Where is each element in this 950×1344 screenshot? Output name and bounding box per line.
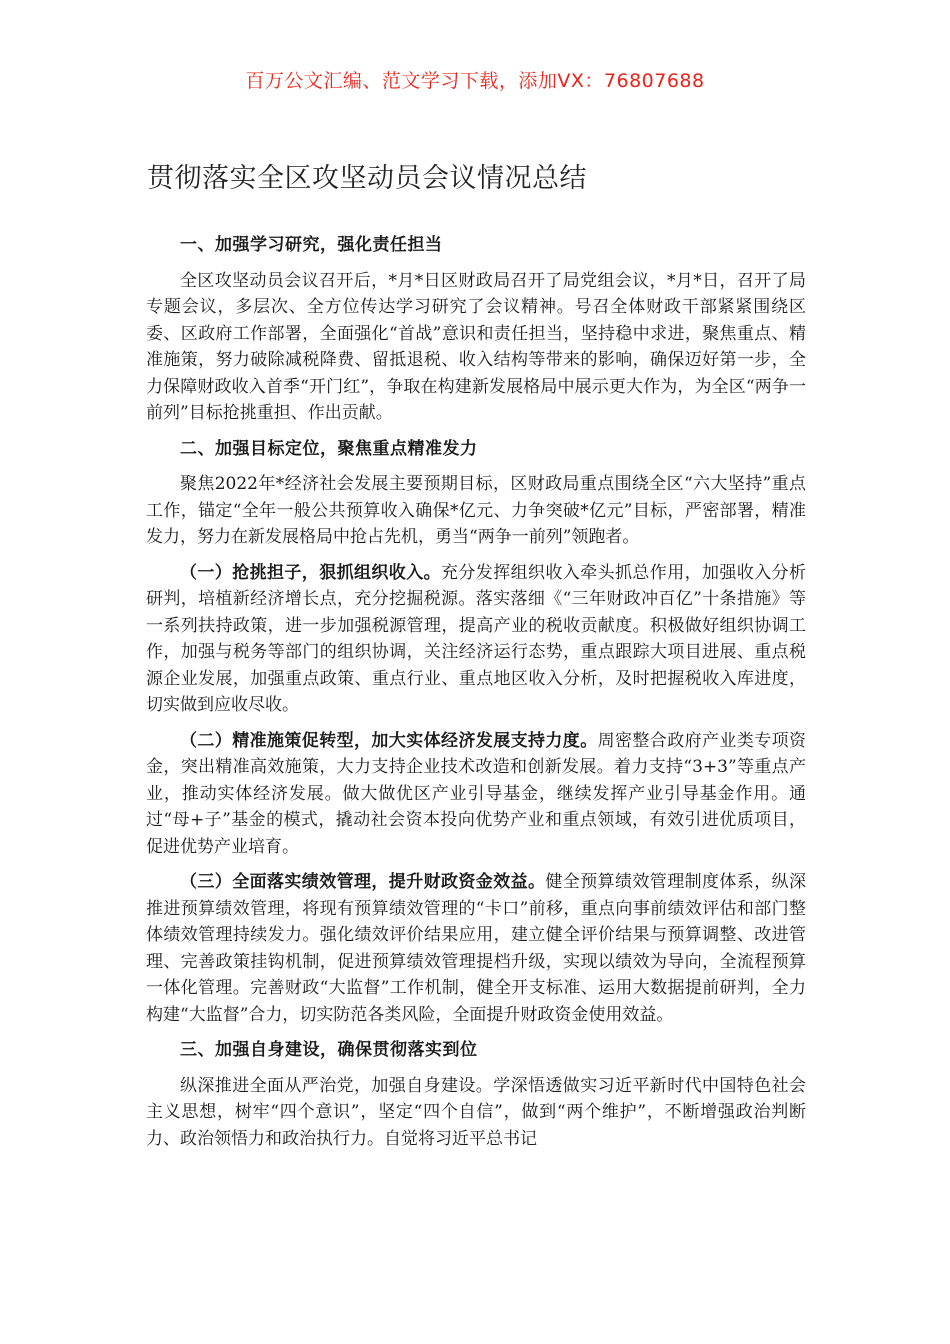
item-2-text: 周密整合政府产业类专项资金，突出精准高效施策，大力支持企业技术改造和创新发展。着力支持“3+3”等重点产业，推动实体经济发展。做大做优区产业引导基金，继续发挥产业引导基金作用。通过“母+子”基金的模式，撬动社会资本投向优势产业和重点领域，有效引进优质项目，促进优势产业培育。 — [146, 730, 807, 857]
item-3-lead: （三）全面落实绩效管理，提升财政资金效益。 — [180, 872, 546, 892]
document-body — [146, 232, 806, 1161]
section-2-item-3 — [146, 869, 806, 1028]
item-2-lead: （二）精准施策促转型，加大实体经济发展支持力度。 — [180, 730, 598, 751]
page-title: 贯彻落实全区攻坚动员会议情况总结 — [147, 163, 587, 194]
section-heading-3: 三、加强自身建设，确保贯彻落实到位 — [180, 1040, 478, 1060]
section-1-paragraph: 全区攻坚动员会议召开后，*月*日区财政局召开了局党组会议，*月*日，召开了局专题会议，多层次、全方位传达学习研究了会议精神。号召全体财政干部紧紧围绕区委、区政府工作部署，全面强化“首战”意识和责任担当，坚持稳中求进，聚焦重点、精准施策，努力破除减税降费、留抵退税、收入结构等带来的影响，确保迈好第一步，全力保障财政收入首季“开门红”，争取在构建新发展格局中展示更大作为，为全区“两争一前列”目标抢挑重担、作出贡献。 — [146, 270, 806, 423]
section-2-item-1 — [146, 560, 806, 719]
item-1-text: 充分发挥组织收入牵头抓总作用，加强收入分析研判，培植新经济增长点，充分挖掘税源。落实落细《“三年财政冲百亿”十条措施》等一系列扶持政策，进一步加强税源管理，提高产业的税收贡献度。积极做好组织协调工作，加强与税务等部门的组织协调，关注经济运行态势，重点跟踪大项目进展、重点税源企业发展，加强重点政策、重点行业、重点地区收入分析，及时把握税收入库进度，切实做到应收尽收。 — [146, 562, 806, 715]
section-heading-2: 二、加强目标定位，聚焦重点精准发力 — [180, 438, 478, 459]
section-3-paragraph: 纵深推进全面从严治党，加强自身建设。学深悟透做实习近平新时代中国特色社会主义思想，树牢“四个意识”，坚定“四个自信”，做到“两个维护”，不断增强政治判断力、政治领悟力和政治执行力。自觉将习近平总书记 — [146, 1075, 806, 1149]
section-2-item-2 — [146, 728, 806, 861]
item-1-lead: （一）抢挑担子，狠抓组织收入。 — [180, 562, 441, 583]
item-3-text: 健全预算绩效管理制度体系，纵深推进预算绩效管理，将现有预算绩效管理的“卡口”前移，重点向事前绩效评估和部门整体绩效管理持续发力。强化绩效评价结果应用，建立健全评价结果与预算调整、改进管理、完善政策挂钩机制，促进预算绩效管理提档升级，实现以绩效为导向，全流程预算一体化管理。完善财政“大监督”工作机制，健全开支标准、运用大数据提前研判，全力构建“大监督”合力，切实防范各类风险，全面提升财政资金使用效益。 — [146, 872, 807, 1025]
section-heading-1: 一、加强学习研究，强化责任担当 — [180, 235, 443, 255]
section-2-paragraph: 聚焦2022年*经济社会发展主要预期目标，区财政局重点围绕全区“六大坚持”重点工作，锚定“全年一般公共预算收入确保*亿元、力争突破*亿元”目标，严密部署，精准发力，努力在新发展格局中抢占先机，勇当“两争一前列”领跑者。 — [146, 474, 806, 547]
header-banner: 百万公文汇编、范文学习下载，添加VX：76807688 — [245, 70, 705, 92]
